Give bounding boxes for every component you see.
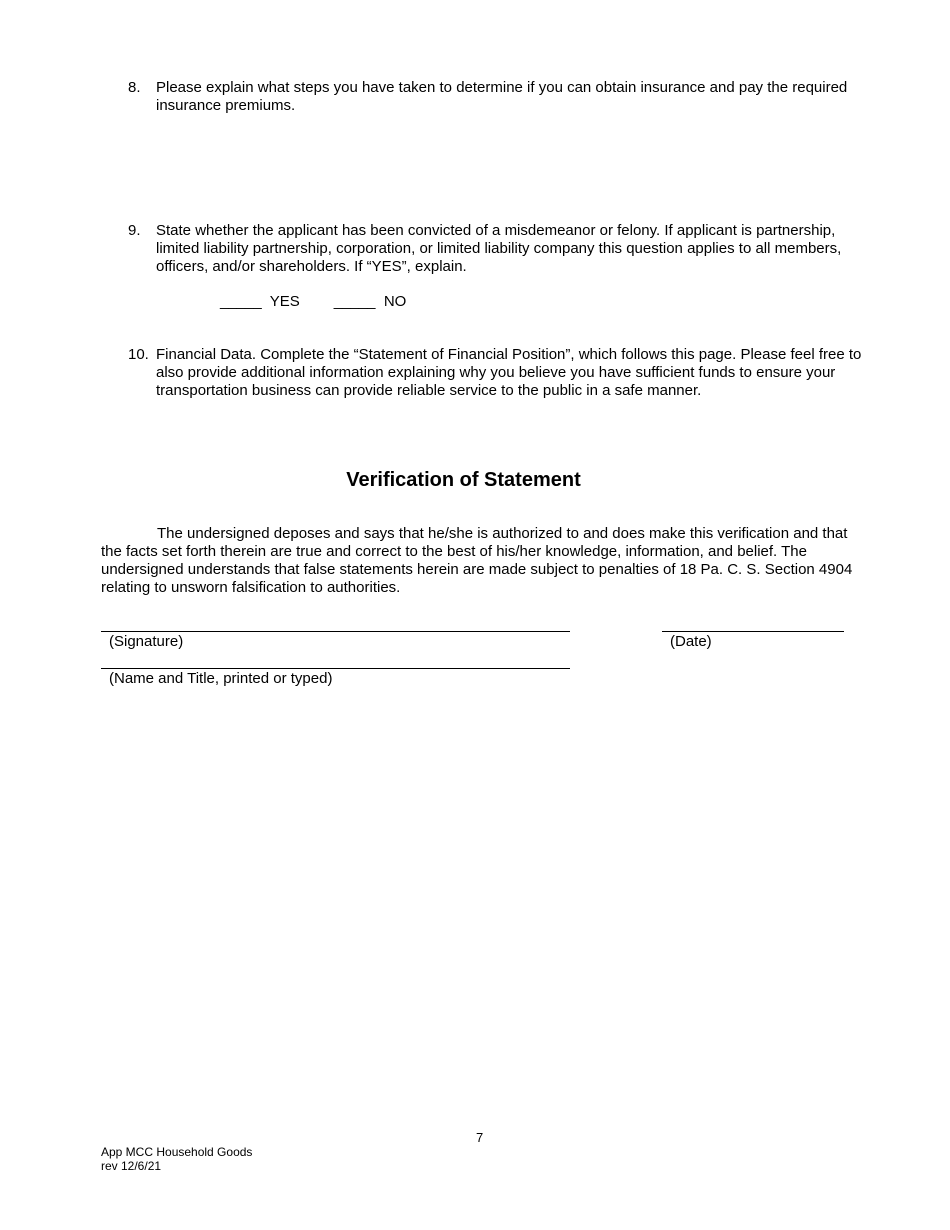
question-number: 8. — [128, 79, 141, 96]
name-title-line[interactable] — [101, 668, 570, 669]
question-text: State whether the applicant has been convicted of a misdemeanor or felony. If applicant is partnership, limited liability partnership, corporation, or limited liability company this question applies to all members, officers, and/or shareholders. If “YES”, explain. — [156, 222, 842, 275]
question-number: 9. — [128, 222, 141, 239]
yes-no-options — [220, 293, 406, 311]
date-label: (Date) — [670, 633, 712, 650]
date-line[interactable] — [662, 631, 844, 632]
signature-line[interactable] — [101, 631, 570, 632]
question-number: 10. — [128, 346, 149, 363]
question-text: Please explain what steps you have taken to determine if you can obtain insurance and pay the required insurance premiums. — [156, 79, 848, 114]
footer-revision: rev 12/6/21 — [101, 1159, 162, 1173]
signature-label: (Signature) — [109, 633, 184, 650]
page-number: 7 — [476, 1130, 484, 1145]
question-8 — [128, 79, 868, 115]
name-title-label: (Name and Title, printed or typed) — [109, 670, 333, 687]
question-text: Financial Data. Complete the “Statement of Financial Position”, which follows this page. Please feel free to also provide additional information explaining why you believe you have sufficient funds to ensure your transportation business can provide reliable service to the public in a safe manner. — [156, 346, 862, 399]
verification-body: The undersigned deposes and says that he/she is authorized to and does make this verification and that the facts set forth therein are true and correct to the best of his/her knowledge, information, and belief. The undersigned understands that false statements herein are made subject to penalties of 18 Pa. C. S. Section 4904 relating to unsworn falsification to authorities. — [101, 525, 853, 596]
no-option[interactable]: _____ NO — [333, 293, 407, 310]
footer — [101, 1145, 252, 1173]
footer-form-name: App MCC Household Goods — [101, 1145, 253, 1159]
yes-option[interactable]: _____ YES — [220, 293, 300, 310]
verification-heading: Verification of Statement — [346, 469, 581, 491]
question-10 — [128, 346, 868, 400]
question-9 — [128, 222, 868, 276]
